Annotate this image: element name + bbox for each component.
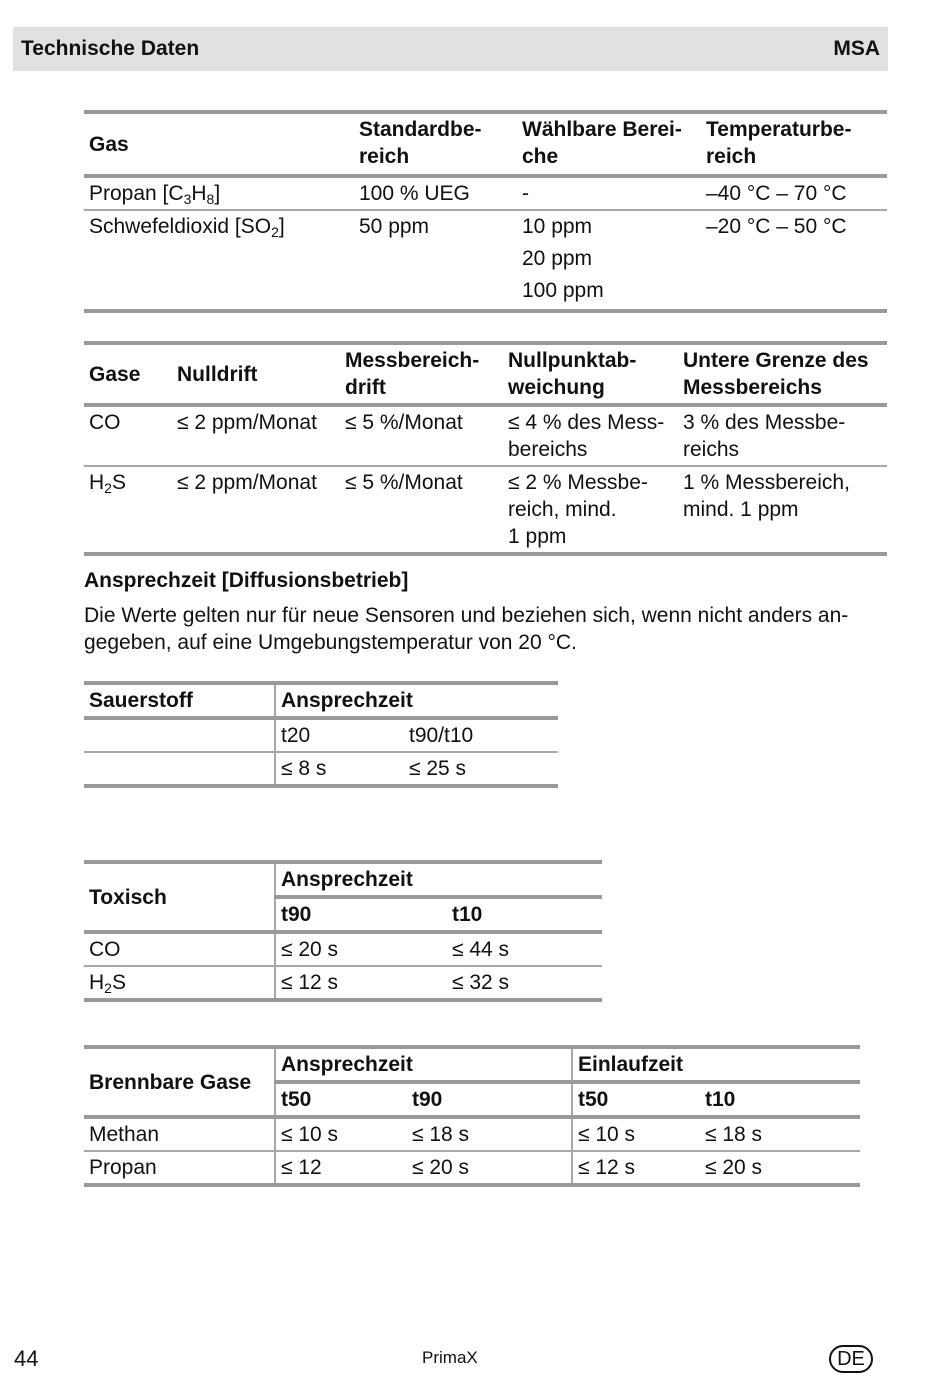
t90-cell: ≤ 20 s	[275, 932, 447, 966]
col-sauerstoff: Sauerstoff	[89, 689, 193, 712]
col-t90: t90	[275, 897, 447, 932]
untere-cell: 3 % des Messbe- reichs	[683, 411, 846, 461]
table-header-row	[84, 862, 602, 897]
gas-cell: Methan	[89, 1123, 160, 1146]
value-cell: ≤ 12 s	[572, 1151, 700, 1185]
table-header-row	[84, 683, 558, 718]
table-row	[84, 176, 887, 210]
drift-table	[84, 341, 887, 556]
table-header-row	[84, 343, 887, 405]
value-cell: ≤ 12	[275, 1151, 407, 1185]
page-number: 44	[14, 1346, 39, 1371]
col-ansprechzeit: Ansprechzeit	[275, 1047, 572, 1082]
t90-cell: ≤ 12 s	[275, 966, 447, 1000]
table-row	[84, 966, 602, 1000]
table-row	[84, 1151, 860, 1185]
gas-cell: Schwefeldioxid $[SO_2]$	[89, 215, 285, 240]
standard-cell: 50 ppm	[359, 215, 430, 238]
value-cell: ≤ 10 s	[572, 1117, 700, 1151]
selectable-cell: 10 ppm 20 ppm 100 ppm	[522, 215, 604, 302]
table-header-row	[84, 112, 887, 176]
col-gas: Gas	[89, 132, 129, 156]
gas-range-table	[84, 110, 887, 313]
col-selectable: Wählbare Berei- che	[522, 118, 682, 168]
gas-cell: CO	[89, 938, 121, 961]
selectable-cell: -	[522, 182, 529, 205]
t10-cell: ≤ 44 s	[452, 938, 510, 961]
messdrift-cell: ≤ 5 %/Monat	[345, 411, 463, 434]
table-header-row	[84, 1047, 860, 1082]
empty-cell	[84, 752, 275, 786]
gas-cell: $H_2S$	[89, 471, 126, 496]
gas-cell: $H_2S$	[89, 971, 126, 996]
value-cell: ≤ 18 s	[705, 1123, 763, 1146]
col-t10: t10	[705, 1088, 736, 1111]
standard-cell: 100 % UEG	[359, 182, 470, 205]
col-standard: Standardbe- reich	[359, 118, 482, 168]
col-nullpunkt: Nullpunktab- weichung	[508, 349, 637, 399]
gas-cell: CO	[89, 411, 121, 434]
gas-cell: Propan $[C_3H_8]$	[89, 182, 221, 207]
t20-label: t20	[275, 718, 404, 752]
table-row	[84, 932, 602, 966]
col-untere-grenze: Untere Grenze des Messbereichs	[683, 349, 869, 399]
nulldrift-cell: ≤ 2 ppm/Monat	[177, 471, 317, 494]
temp-cell: –20 °C – 50 °C	[706, 215, 847, 238]
table-row	[84, 1117, 860, 1151]
value-cell: ≤ 18 s	[412, 1123, 470, 1146]
col-toxisch: Toxisch	[84, 862, 275, 932]
nullpunkt-cell: ≤ 4 % des Mess- bereichs	[508, 411, 665, 461]
section-paragraph-line1: Die Werte gelten nur für neue Sensoren und beziehen sich, wenn nicht anders an-	[84, 604, 849, 627]
untere-cell: 1 % Messbereich, mind. 1 ppm	[683, 471, 850, 521]
col-t90: t90	[412, 1088, 443, 1111]
temp-cell: –40 °C – 70 °C	[706, 182, 847, 205]
col-messdrift: Messbereich- drift	[345, 349, 480, 399]
col-brennbare-gase: Brennbare Gase	[84, 1047, 275, 1117]
value-cell: ≤ 20 s	[705, 1156, 763, 1179]
section-paragraph-line2: gegeben, auf eine Umgebungstemperatur von 20 °C.	[84, 631, 577, 654]
col-t10: t10	[452, 903, 483, 926]
t10-cell: ≤ 32 s	[452, 971, 510, 994]
value-cell: ≤ 20 s	[412, 1156, 470, 1179]
language-badge: DE	[829, 1345, 873, 1373]
col-nulldrift: Nulldrift	[177, 362, 258, 386]
col-t50: t50	[275, 1082, 407, 1117]
value-cell: ≤ 10 s	[275, 1117, 407, 1151]
table-row	[84, 752, 558, 786]
page-header	[13, 27, 888, 71]
combustible-table	[84, 1045, 860, 1187]
header-title: Technische Daten	[21, 37, 200, 60]
table-row	[84, 718, 558, 752]
col-ansprechzeit: Ansprechzeit	[275, 862, 602, 897]
nulldrift-cell: ≤ 2 ppm/Monat	[177, 411, 317, 434]
col-t50: t50	[572, 1082, 700, 1117]
col-einlaufzeit: Einlaufzeit	[572, 1047, 860, 1082]
empty-cell	[84, 718, 275, 752]
t90-t10-value: ≤ 25 s	[409, 757, 467, 780]
col-temperature: Temperaturbe- reich	[706, 118, 852, 168]
table-row	[84, 466, 887, 554]
nullpunkt-cell: ≤ 2 % Messbe- reich, mind. 1 ppm	[508, 471, 648, 548]
toxic-table	[84, 860, 602, 1002]
col-gases: Gase	[89, 362, 141, 386]
col-ansprechzeit: Ansprechzeit	[275, 683, 558, 718]
product-name: PrimaX	[422, 1348, 478, 1367]
section-heading: Ansprechzeit [Diffusionsbetrieb]	[84, 569, 409, 592]
header-brand: MSA	[833, 37, 880, 60]
messdrift-cell: ≤ 5 %/Monat	[345, 471, 463, 494]
oxygen-table	[84, 681, 558, 788]
table-row	[84, 405, 887, 466]
gas-cell: Propan	[89, 1156, 157, 1179]
t20-value: ≤ 8 s	[275, 752, 404, 786]
table-row	[84, 210, 887, 311]
t90-t10-label: t90/t10	[409, 724, 474, 747]
